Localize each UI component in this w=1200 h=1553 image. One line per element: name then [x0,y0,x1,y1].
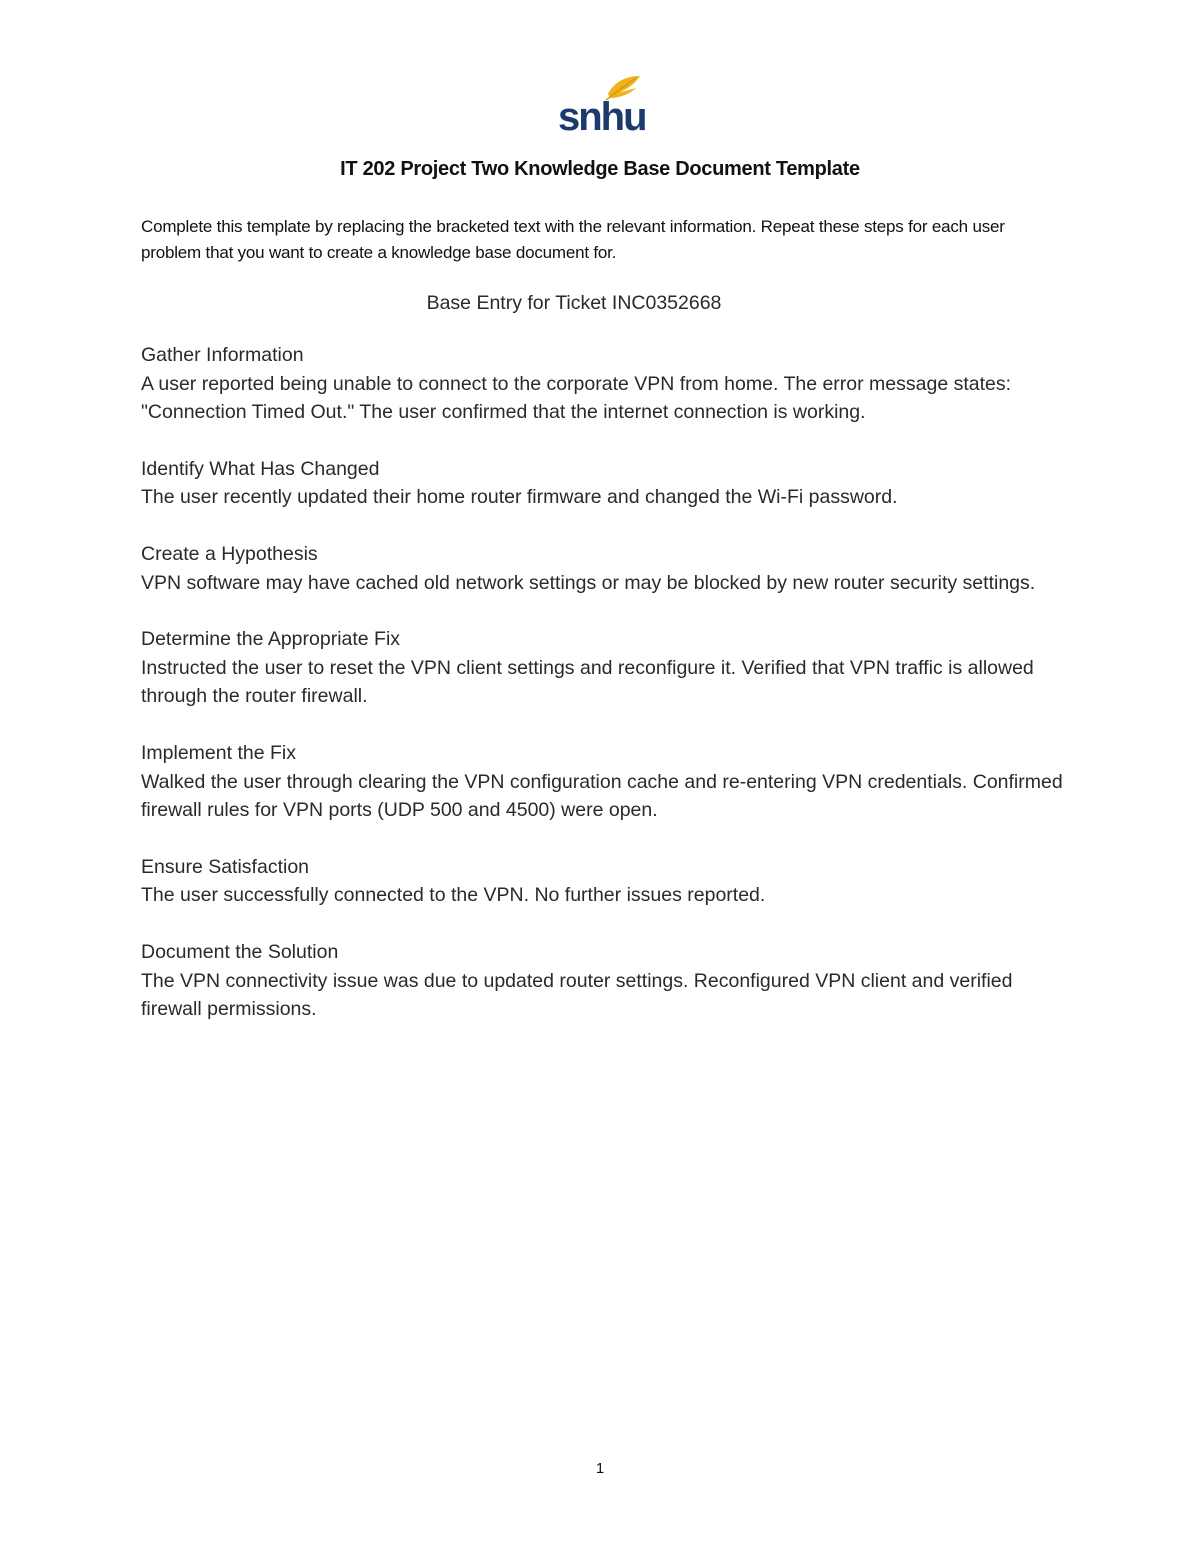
section-gather-information [141,341,1071,427]
feather-icon [556,72,646,134]
section-heading: Ensure Satisfaction [141,855,310,878]
section-heading: Implement the Fix [141,741,296,764]
template-instructions: Complete this template by replacing the bracketed text with the relevant information. Repeat these steps for each user problem that you want to create a knowledge base document for. [141,217,1005,262]
ticket-entry-title: Base Entry for Ticket INC0352668 [426,292,722,314]
knowledge-base-sections [141,341,1071,1052]
section-document-solution [141,938,1071,1024]
document-title: IT 202 Project Two Knowledge Base Document Template [340,158,860,180]
section-determine-fix [141,625,1071,711]
section-body: Walked the user through clearing the VPN configuration cache and re-entering VPN credentials. Confirmed firewall rules for VPN ports (UDP 500 and 4500) were open. [141,770,1063,822]
section-body: The VPN connectivity issue was due to updated router settings. Reconfigured VPN client and verified firewall permissions. [141,969,1013,1021]
section-ensure-satisfaction [141,853,1071,910]
section-heading: Gather Information [141,344,304,366]
section-body: The user recently updated their home router firmware and changed the Wi-Fi password. [141,486,898,509]
section-identify-changes [141,455,1071,512]
section-heading: Document the Solution [141,940,339,963]
section-body: The user successfully connected to the VPN. No further issues reported. [141,884,766,907]
section-implement-fix [141,739,1071,825]
page-number: 1 [595,1460,605,1477]
snhu-logo [556,72,646,134]
section-heading: Determine the Appropriate Fix [141,628,401,651]
section-heading: Identify What Has Changed [141,457,380,480]
section-body: VPN software may have cached old network settings or may be blocked by new router security settings. [141,571,1036,594]
logo-wordmark: snhu [558,95,646,134]
section-heading: Create a Hypothesis [141,542,318,565]
section-create-hypothesis [141,540,1071,597]
section-body: A user reported being unable to connect to the corporate VPN from home. The error message states: "Connection Timed Out." The user confirmed that the internet connection is working. [141,372,1012,424]
section-body: Instructed the user to reset the VPN client settings and reconfigure it. Verified that VPN traffic is allowed through the router firewall. [141,656,1034,708]
